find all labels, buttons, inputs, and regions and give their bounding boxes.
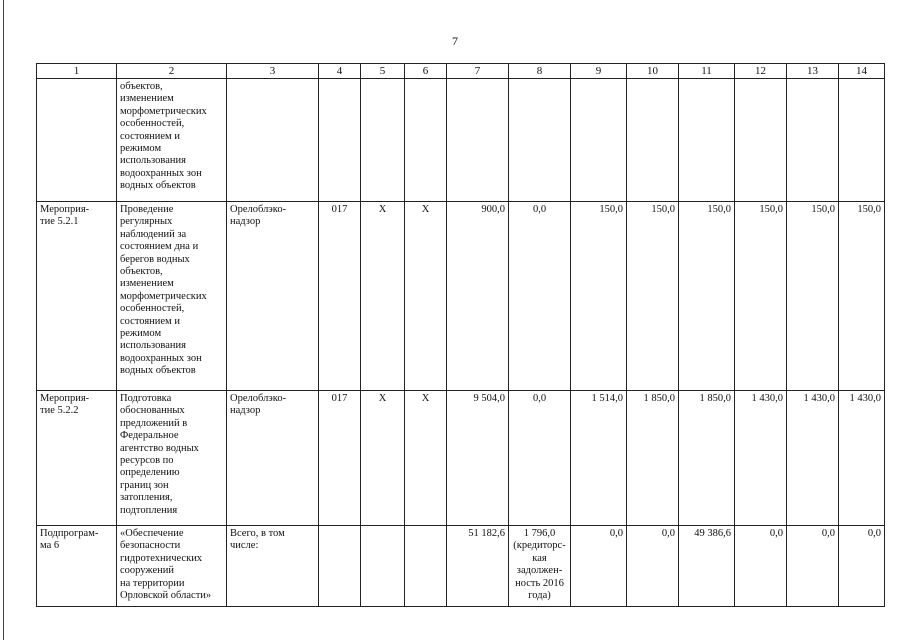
header-cell: 10 — [627, 64, 679, 79]
row-c12-cell: 1 430,0 — [735, 391, 787, 526]
header-cell: 5 — [361, 64, 405, 79]
row-executor-cell: Всего, в том числе: — [227, 526, 319, 607]
row-code-cell: Подпрограм- ма 6 — [37, 526, 117, 607]
row-description-cell: Проведение регулярных наблюдений за состоянием дна и берегов водных объектов, изменением морфометрических особенностей, состоянием и режимом использования водоохранных зон водных объектов — [117, 202, 227, 391]
row-c12-cell: 150,0 — [735, 202, 787, 391]
row-c13-cell — [787, 79, 839, 202]
row-c5-cell: X — [361, 391, 405, 526]
row-executor-cell: Орелоблэко- надзор — [227, 202, 319, 391]
row-c11-cell — [679, 79, 735, 202]
row-c14-cell: 0,0 — [839, 526, 885, 607]
row-c9-cell: 0,0 — [571, 526, 627, 607]
row-c10-cell: 0,0 — [627, 526, 679, 607]
row-c10-cell: 150,0 — [627, 202, 679, 391]
row-c8-cell — [509, 79, 571, 202]
row-c14-cell: 1 430,0 — [839, 391, 885, 526]
row-c6-cell: X — [405, 202, 447, 391]
row-total-cell: 9 504,0 — [447, 391, 509, 526]
row-c4-cell: 017 — [319, 202, 361, 391]
row-c13-cell: 0,0 — [787, 526, 839, 607]
row-c5-cell — [361, 79, 405, 202]
header-cell: 11 — [679, 64, 735, 79]
row-c5-cell: X — [361, 202, 405, 391]
row-description-cell: «Обеспечение безопасности гидротехнических сооружений на территории Орловской области» — [117, 526, 227, 607]
row-c9-cell — [571, 79, 627, 202]
row-c6-cell — [405, 79, 447, 202]
header-cell: 8 — [509, 64, 571, 79]
budget-table — [36, 63, 885, 607]
row-c11-cell: 49 386,6 — [679, 526, 735, 607]
row-c4-cell — [319, 79, 361, 202]
row-total-cell: 51 182,6 — [447, 526, 509, 607]
row-executor-cell: Орелоблэко- надзор — [227, 391, 319, 526]
row-c9-cell: 1 514,0 — [571, 391, 627, 526]
row-c10-cell — [627, 79, 679, 202]
table-row — [37, 202, 885, 391]
header-cell: 12 — [735, 64, 787, 79]
row-c6-cell: X — [405, 391, 447, 526]
row-description-cell: Подготовка обоснованных предложений в Федеральное агентство водных ресурсов по определению границ зон затопления, подтопления — [117, 391, 227, 526]
table-row — [37, 526, 885, 607]
table-row — [37, 391, 885, 526]
header-cell: 13 — [787, 64, 839, 79]
table-row — [37, 79, 885, 202]
row-c10-cell: 1 850,0 — [627, 391, 679, 526]
header-cell: 4 — [319, 64, 361, 79]
page-number: 7 — [452, 34, 458, 48]
header-cell: 14 — [839, 64, 885, 79]
row-executor-cell — [227, 79, 319, 202]
page-left-border — [3, 0, 4, 640]
row-c8-cell: 1 796,0 (кредиторс- кая задолжен- ность 2016 года) — [509, 526, 571, 607]
header-cell: 9 — [571, 64, 627, 79]
row-c8-cell: 0,0 — [509, 202, 571, 391]
row-c9-cell: 150,0 — [571, 202, 627, 391]
header-cell: 3 — [227, 64, 319, 79]
row-c13-cell: 150,0 — [787, 202, 839, 391]
row-code-cell: Мероприя- тие 5.2.2 — [37, 391, 117, 526]
row-code-cell — [37, 79, 117, 202]
row-c13-cell: 1 430,0 — [787, 391, 839, 526]
row-c11-cell: 150,0 — [679, 202, 735, 391]
table-header-row — [37, 64, 885, 79]
row-c4-cell — [319, 526, 361, 607]
header-cell: 7 — [447, 64, 509, 79]
row-code-cell: Мероприя- тие 5.2.1 — [37, 202, 117, 391]
row-c6-cell — [405, 526, 447, 607]
row-c12-cell — [735, 79, 787, 202]
row-c11-cell: 1 850,0 — [679, 391, 735, 526]
header-cell: 2 — [117, 64, 227, 79]
row-c12-cell: 0,0 — [735, 526, 787, 607]
row-c14-cell: 150,0 — [839, 202, 885, 391]
row-c4-cell: 017 — [319, 391, 361, 526]
row-total-cell — [447, 79, 509, 202]
row-c8-cell: 0,0 — [509, 391, 571, 526]
row-c5-cell — [361, 526, 405, 607]
row-description-cell: объектов, изменением морфометрических особенностей, состоянием и режимом использования водоохранных зон водных объектов — [117, 79, 227, 202]
row-c14-cell — [839, 79, 885, 202]
header-cell: 6 — [405, 64, 447, 79]
header-cell: 1 — [37, 64, 117, 79]
row-total-cell: 900,0 — [447, 202, 509, 391]
